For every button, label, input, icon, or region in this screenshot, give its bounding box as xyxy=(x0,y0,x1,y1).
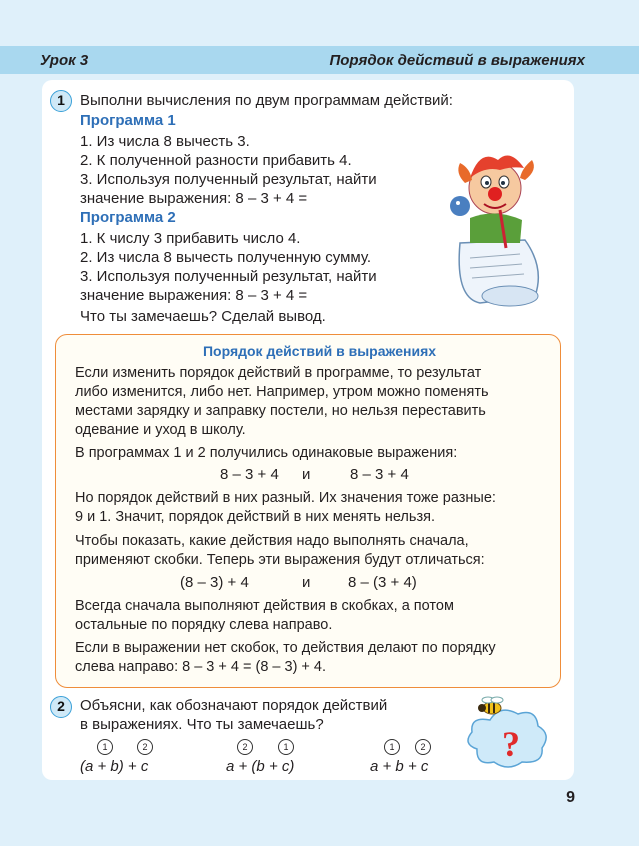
program2-step: 3. Используя полученный результат, найти xyxy=(80,268,377,285)
order-mark: 1 xyxy=(278,739,294,755)
expression-conjunction: и xyxy=(302,574,311,591)
rule-text: местами зарядку и заправку постели, но нельзя переставить xyxy=(75,403,486,419)
lesson-header xyxy=(0,46,639,74)
program1-title: Программа 1 xyxy=(80,112,176,129)
order-mark: 2 xyxy=(237,739,253,755)
bee-question-cloud-illustration xyxy=(462,694,552,774)
page-number: 9 xyxy=(566,789,575,806)
top-margin xyxy=(0,0,639,46)
expression: 8 – 3 + 4 xyxy=(350,466,409,483)
program1-step: значение выражения: 8 – 3 + 4 = xyxy=(80,190,308,207)
task1-intro: Выполни вычисления по двум программам действий: xyxy=(80,92,453,109)
task2-text: в выражениях. Что ты замечаешь? xyxy=(80,716,324,733)
order-expression: a + b + c xyxy=(370,758,429,775)
program1-step: 2. К полученной разности прибавить 4. xyxy=(80,152,352,169)
program1-step: 3. Используя полученный результат, найти xyxy=(80,171,377,188)
svg-text:?: ? xyxy=(502,724,520,764)
task1-question: Что ты замечаешь? Сделай вывод. xyxy=(80,308,326,325)
task2-text: Объясни, как обозначают порядок действий xyxy=(80,697,388,714)
program2-step: значение выражения: 8 – 3 + 4 = xyxy=(80,287,308,304)
order-expression: a + (b + c) xyxy=(226,758,295,775)
task-number-2: 2 xyxy=(50,696,72,718)
rule-text: Всегда сначала выполняют действия в скобках, а потом xyxy=(75,598,454,614)
lesson-label: Урок 3 xyxy=(40,52,89,69)
expression: 8 – (3 + 4) xyxy=(348,574,417,591)
rule-text: Чтобы показать, какие действия надо выполнять сначала, xyxy=(75,533,469,549)
order-mark: 2 xyxy=(415,739,431,755)
expression: 8 – 3 + 4 xyxy=(220,466,279,483)
rule-text: Если изменить порядок действий в программе, то результат xyxy=(75,365,482,381)
expression-conjunction: и xyxy=(302,466,311,483)
rule-text: Если в выражении нет скобок, то действия делают по порядку xyxy=(75,640,496,656)
program1-step: 1. Из числа 8 вычесть 3. xyxy=(80,133,250,150)
order-mark: 1 xyxy=(97,739,113,755)
lesson-topic: Порядок действий в выражениях xyxy=(329,52,585,69)
rule-text: 9 и 1. Значит, порядок действий в них менять нельзя. xyxy=(75,509,435,525)
order-expression: (a + b) + c xyxy=(80,758,149,775)
rule-text: слева направо: 8 – 3 + 4 = (8 – 3) + 4. xyxy=(75,659,327,675)
rule-text: одевание и уход в школу. xyxy=(75,422,246,438)
rule-title: Порядок действий в выражениях xyxy=(202,343,437,359)
rule-text: применяют скобки. Теперь эти выражения будут отличаться: xyxy=(75,552,485,568)
rule-text: либо изменится, либо нет. Например, утром можно поменять xyxy=(75,384,489,400)
rule-text: Но порядок действий в них разный. Их значения тоже разные: xyxy=(75,490,496,506)
expression: (8 – 3) + 4 xyxy=(180,574,249,591)
order-mark: 1 xyxy=(384,739,400,755)
task-number-1: 1 xyxy=(50,90,72,112)
order-mark: 2 xyxy=(137,739,153,755)
clown-scroll-illustration xyxy=(440,148,550,308)
program2-step: 2. Из числа 8 вычесть полученную сумму. xyxy=(80,249,372,266)
program2-title: Программа 2 xyxy=(80,209,176,226)
program2-step: 1. К числу 3 прибавить число 4. xyxy=(80,230,301,247)
rule-text: В программах 1 и 2 получились одинаковые выражения: xyxy=(75,445,458,461)
rule-text: остальные по порядку слева направо. xyxy=(75,617,333,633)
